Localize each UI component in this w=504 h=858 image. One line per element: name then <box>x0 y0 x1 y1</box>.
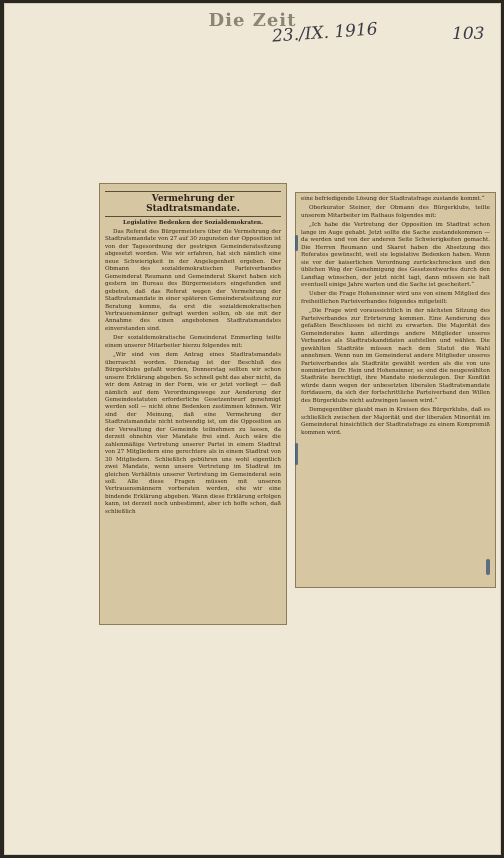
archive-page <box>4 3 501 855</box>
article-paragraph: „Wir sind von dem Antrag eines Stadtratsmandats überrascht worden. Dienstag ist der Beschluß des Bürgerklubs gefaßt worden, Donnerstag sollten wir schon unsere Erklärung abgeben. So schnell geht das aber nicht, da wir dem Antrag in der Form, wie er jetzt vorliegt — daß nämlich auf dem Verordnungswege zur Aenderung der Gemeindestatuten erforderliche Gesetzentwurf genehmigt werden soll — nicht ohne Bedenken zustimmen können. Wir sind der Meinung, daß eine Vermehrung der Stadtratsmandate nicht notwendig ist, um die Opposition an der Verwaltung der Gemeinde teilnehmen zu lassen, da derzeit ohnehin vier Mandate frei sind. Auch wäre die zahlenmäßige Vertretung unserer Partei in einem Stadtrat von 27 Mitgliedern eine gerechtere als in einem Stadtrat von 30 Mitgliedern. Schließlich gebühren uns wohl eigentlich zwei Mandate, wenn unsere Vertretung im Stadtrat im gleichen Verhältnis unserer Vertretung im Gemeinderat sein soll. Alle diese Fragen müssen mit unseren Vertrauensmännern vorberaten werden, ehe wir eine bindende Erklärung abgeben. Wann diese Erklärung erfolgen kann, ist derzeit noch unbestimmt, aber ich hoffe schon, daß schließlich <box>105 352 281 515</box>
article-paragraph: „Ich habe die Vertretung der Opposition im Stadtrat schon lange im Auge gehabt. Jetzt sollte die Sache zustandekommen — da werden und von der anderen Seite Schwierigkeiten gemacht. Die Herren Reumann und Skaret haben die Absetzung des Referates gewünscht, weil sie legislative Bedenken haben. Wenn sie vor der kaiserlichen Verordnung zurückschrecken und den üblichen Weg der Genehmigung des Gesetzentwurfes durch den Landtag wünschen, der jetzt nicht tagt, dann müssen sie halt eventuell einige Jahre warten und die Sache ist gescheitert.“ <box>301 222 490 288</box>
handwritten-date: 23./IX. 1916 <box>271 19 379 47</box>
newspaper-masthead: Die Zeit <box>208 10 297 31</box>
article-paragraph: „Die Frage wird voraussichtlich in der nächsten Sitzung des Parteiverbandes zur Erörterung kommen. Eine Aenderung des gefaßten Beschlusses ist nicht zu erwarten. Die Majorität des Gemeinderates kann allerdings andere Mitglieder unseres Verbandes als Stadtratskandidaten aufstellen und wählen. Die gewählten Stadträte müssen nach dem Statut die Wahl annehmen. Wenn nun im Gemeinderat andere Mitglieder unseres Parteiverbandes als Stadträte gewählt werden als die von uns nominierten Dr. Hein und Hohensinner, so sind die neugewählten Stadträte berechtigt, ihre Mandate niederzulegen. Der Konflikt würde dann wegen der unbesetzten liberalen Stadtratsmandate fortdauern, da sich der fortschrittliche Parteiverband den Willen des Bürgerklubs nicht aufzwingen lassen wird.“ <box>301 308 490 404</box>
article-paragraph: Der sozialdemokratische Gemeinderat Emmerling teilte einem unserer Mitarbeiter hierzu folgendes mit: <box>105 335 281 349</box>
article-title: Vermehrung der Stadtratsmandate. <box>105 191 281 217</box>
handwritten-folio-number: 103 <box>452 24 485 44</box>
newspaper-clipping-right <box>295 192 496 588</box>
article-subtitle: Legislative Bedenken der Sozialdemokraten. <box>122 220 264 226</box>
blue-pencil-mark <box>295 443 298 465</box>
article-paragraph: Ueber die Frage Hohensinner wird uns von einem Mitglied des freiheitlichen Parteiverbandes folgendes mitgeteilt: <box>301 291 490 305</box>
newspaper-clipping-left <box>99 183 287 625</box>
article-paragraph: Das Referat des Bürgermeisters über die Vermehrung der Stadtratsmandate von 27 auf 30 zugunsten der Opposition ist von der Tagesordnung der gestrigen Gemeinderatssitzung abgesetzt worden. Wie wir erfahren, hat sich nämlich eine neue Schwierigkeit in der Angelegenheit ergeben. Der Obmann des sozialdemokratischen Parteiverbandes Gemeinderat Reumann und Gemeinderat Skaret haben sich gestern im Bureau des Bürgermeisters eingefunden und gebeten, daß das Referat wegen der Vermehrung der Stadtratsmandate in einer späteren Gemeinderatssitzung zur Beratung komme, da erst die sozialdemokratischen Vertrauensmänner gefragt werden sollen, ob sie mit der Annahme des einen angebotenen Stadtratsmandates einverstanden sind. <box>105 229 281 332</box>
article-paragraph: eine befriedigende Lösung der Stadtratsfrage zustande kommt.“ <box>301 196 485 202</box>
article-paragraph: Demgegenüber glaubt man in Kreisen des Bürgerklubs, daß es schließlich zwischen der Majorität und der liberalen Minorität im Gemeinderat hinsichtlich der Stadtratsfrage zu einem Kompromiß kommen wird. <box>301 407 490 436</box>
blue-pencil-mark <box>295 235 298 251</box>
article-paragraph: Oberkurator Steiner, der Obmann des Bürgerklubs, teilte unserem Mitarbeiter im Rathaus folgendes mit: <box>301 205 490 219</box>
blue-pencil-mark <box>486 559 490 575</box>
